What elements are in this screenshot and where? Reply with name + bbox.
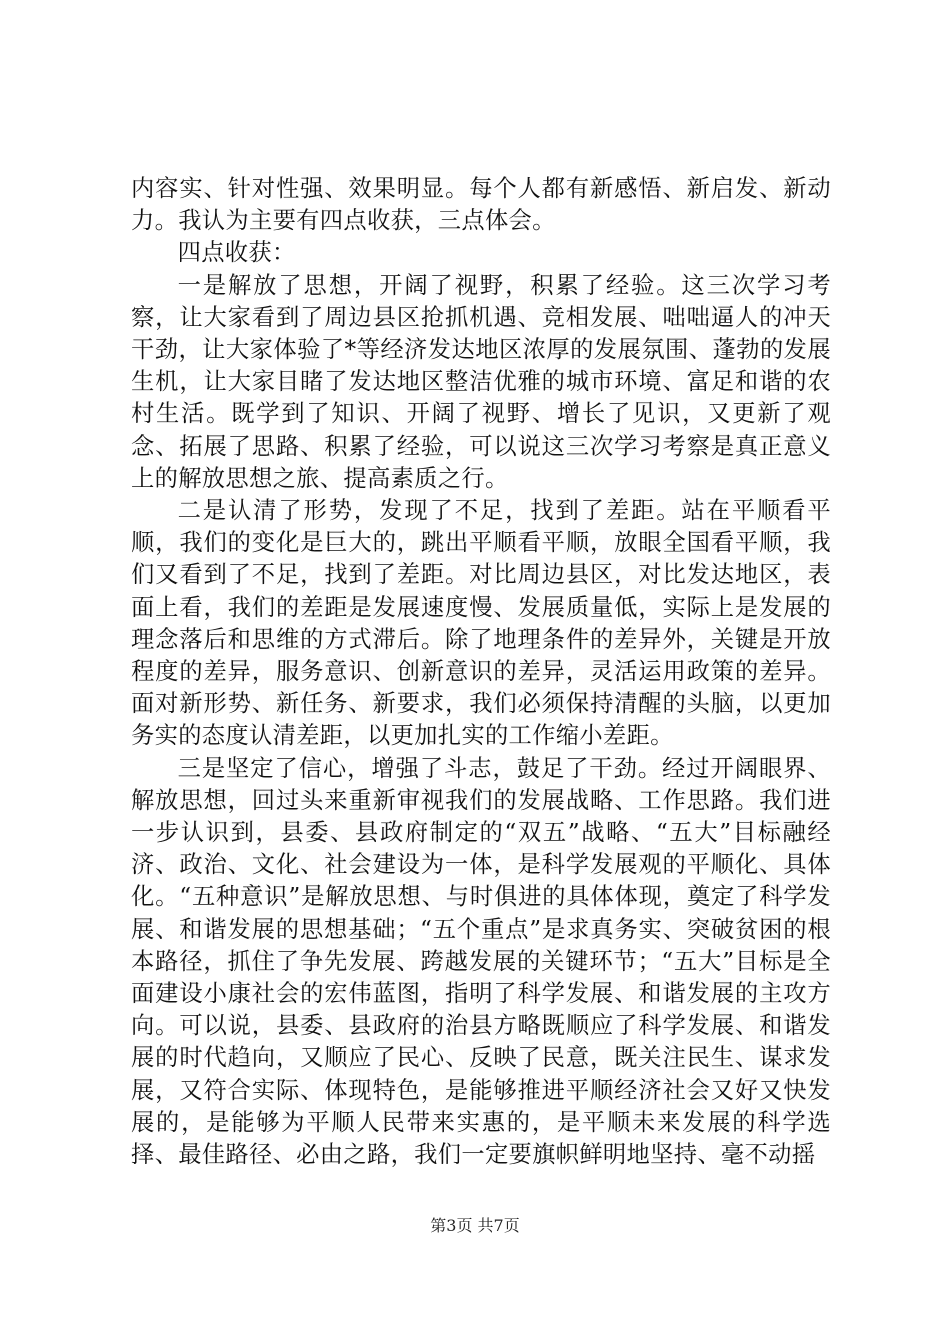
- paragraph-gain-three: 三是坚定了信心，增强了斗志，鼓足了干劲。经过开阔眼界、解放思想，回过头来重新审视我们的发展战略、工作思路。我们进一步认识到，县委、县政府制定的“双五”战略、“五大”目标融经济、政治、文化、社会建设为一体，是科学发展观的平顺化、具体化。“五种意识”是解放思想、与时俱进的具体体现，奠定了科学发展、和谐发展的思想基础；“五个重点”是求真务实、突破贫困的根本路径，抓住了争先发展、跨越发展的关键环节；“五大”目标是全面建设小康社会的宏伟蓝图，指明了科学发展、和谐发展的主攻方向。可以说，县委、县政府的治县方略既顺应了科学发展、和谐发展的时代趋向，又顺应了民心、反映了民意，既关注民生、谋求发展，又符合实际、体现特色，是能够推进平顺经济社会又好又快发展的，是能够为平顺人民带来实惠的，是平顺未来发展的科学选择、最佳路径、必由之路，我们一定要旗帜鲜明地坚持、毫不动摇: [131, 754, 831, 1169]
- paragraph-intro-continuation: 内容实、针对性强、效果明显。每个人都有新感悟、新启发、新动力。我认为主要有四点收获，三点体会。: [131, 175, 831, 235]
- paragraph-gain-one: 一是解放了思想，开阔了视野，积累了经验。这三次学习考察，让大家看到了周边县区抢抓机遇、竞相发展、咄咄逼人的冲天干劲，让大家体验了*等经济发达地区浓厚的发展氛围、蓬勃的发展生机，让大家目睹了发达地区整洁优雅的城市环境、富足和谐的农村生活。既学到了知识、开阔了视野、增长了见识，又更新了观念、拓展了思路、积累了经验，可以说这三次学习考察是真正意义上的解放思想之旅、提高素质之行。: [131, 271, 831, 492]
- page-number-footer: 第3页 共7页: [430, 1216, 520, 1235]
- document-body: [131, 173, 831, 1171]
- paragraph-four-gains-heading: 四点收获：: [177, 239, 296, 267]
- paragraph-gain-two: 二是认清了形势，发现了不足，找到了差距。站在平顺看平顺，我们的变化是巨大的，跳出平顺看平顺，放眼全国看平顺，我们又看到了不足，找到了差距。对比周边县区，对比发达地区，表面上看，我们的差距是发展速度慢、发展质量低，实际上是发展的理念落后和思维的方式滞后。除了地理条件的差异外，关键是开放程度的差异，服务意识、创新意识的差异，灵活运用政策的差异。面对新形势、新任务、新要求，我们必须保持清醒的头脑，以更加务实的态度认清差距，以更加扎实的工作缩小差距。: [131, 497, 831, 750]
